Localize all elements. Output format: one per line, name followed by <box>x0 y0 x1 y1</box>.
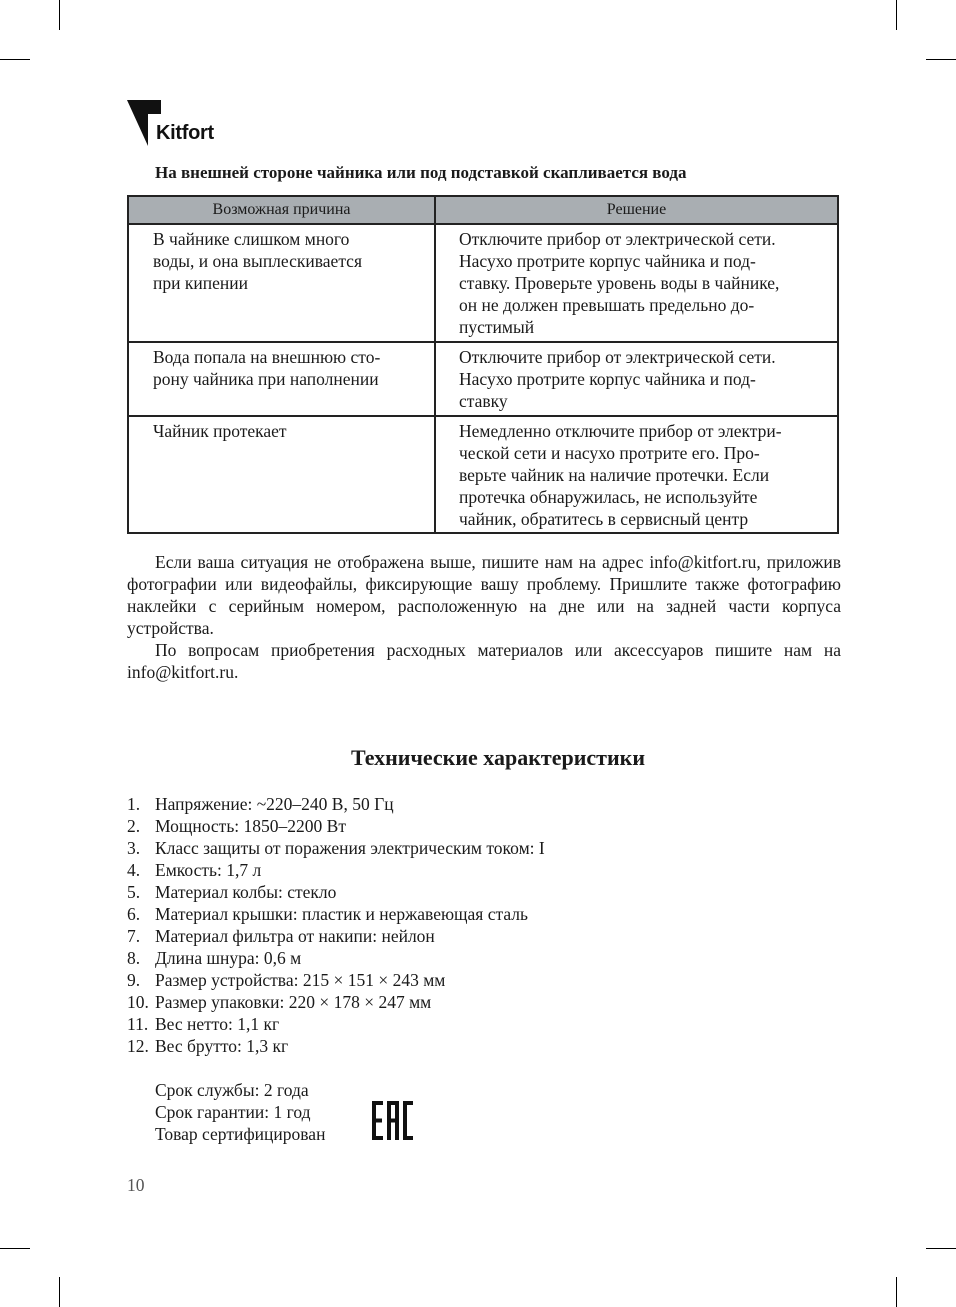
warranty-period: Срок гарантии: 1 год <box>155 1102 311 1122</box>
page-number: 10 <box>127 1175 145 1195</box>
list-item: 11. Вес нетто: 1,1 кг <box>127 1014 280 1034</box>
crop-mark <box>0 59 30 60</box>
list-item: 9. Размер устройства: 215 × 151 × 243 мм <box>127 970 446 990</box>
eac-certification-icon <box>372 1101 413 1140</box>
solution-cell: Отключите прибор от электрической сети. Насухо протрите корпус чайника и под- ставку. Проверьте уровень воды в чайнике, он не должен превышать предельно до- пустимый <box>435 224 838 342</box>
contact-text <box>127 551 841 683</box>
crop-mark <box>896 0 897 30</box>
crop-mark <box>926 59 956 60</box>
list-item: 10. Размер упаковки: 220 × 178 × 247 мм <box>127 992 432 1012</box>
troubleshooting-table <box>127 195 839 534</box>
cause-cell: В чайнике слишком много воды, и она выплескивается при кипении <box>128 224 435 342</box>
crop-mark <box>926 1248 956 1249</box>
solution-cell: Отключите прибор от электрической сети. Насухо протрите корпус чайника и под- ставку <box>435 342 838 416</box>
troubleshooting-heading: На внешней стороне чайника или под подставкой скапливается вода <box>155 163 687 182</box>
specs-list <box>127 793 545 1057</box>
crop-mark <box>0 1248 30 1249</box>
specs-title: Технические характеристики <box>350 745 646 770</box>
solution-cell: Немедленно отключите прибор от электри- ческой сети и насухо протрите его. Про- верьте чайник на наличие протечки. Если протечка обнаружилась, не используйте чайник, обратитесь в сервисный центр <box>435 416 838 533</box>
list-item: 12. Вес брутто: 1,3 кг <box>127 1036 289 1056</box>
list-item: 4. Емкость: 1,7 л <box>127 860 262 880</box>
contact-paragraph: По вопросам приобретения расходных материалов или аксессуаров пишите нам на info@kitfort.ru. <box>127 640 841 682</box>
brand-name: Kitfort <box>156 122 214 144</box>
list-item: 2. Мощность: 1850–2200 Вт <box>127 816 346 836</box>
table-row <box>128 416 838 533</box>
table-row <box>128 342 838 416</box>
crop-mark <box>59 0 60 30</box>
certification-note: Товар сертифицирован <box>155 1124 326 1144</box>
list-item: 3. Класс защиты от поражения электрическим током: I <box>127 838 545 858</box>
column-header-solution: Решение <box>435 196 838 224</box>
cause-cell: Чайник протекает <box>128 416 435 533</box>
list-item: 5. Материал колбы: стекло <box>127 882 337 902</box>
list-item: 1. Напряжение: ~220–240 В, 50 Гц <box>127 794 394 814</box>
list-item: 7. Материал фильтра от накипи: нейлон <box>127 926 435 946</box>
crop-mark <box>59 1277 60 1307</box>
service-life: Срок службы: 2 года <box>155 1080 309 1100</box>
list-item: 8. Длина шнура: 0,6 м <box>127 948 302 968</box>
table-row <box>128 224 838 342</box>
crop-mark <box>896 1277 897 1307</box>
list-item: 6. Материал крышки: пластик и нержавеющая сталь <box>127 904 528 924</box>
column-header-cause: Возможная причина <box>128 196 435 224</box>
contact-paragraph: Если ваша ситуация не отображена выше, пишите нам на адрес info@kitfort.ru, приложив фотографии или видеофайлы, фиксирующие вашу проблему. Пришлите также фотографию наклейки с серийным номером, расположенную на дне или на задней части корпуса устройства. <box>127 552 841 638</box>
service-info <box>155 1079 325 1145</box>
cause-cell: Вода попала на внешнюю сто- рону чайника при наполнении <box>128 342 435 416</box>
